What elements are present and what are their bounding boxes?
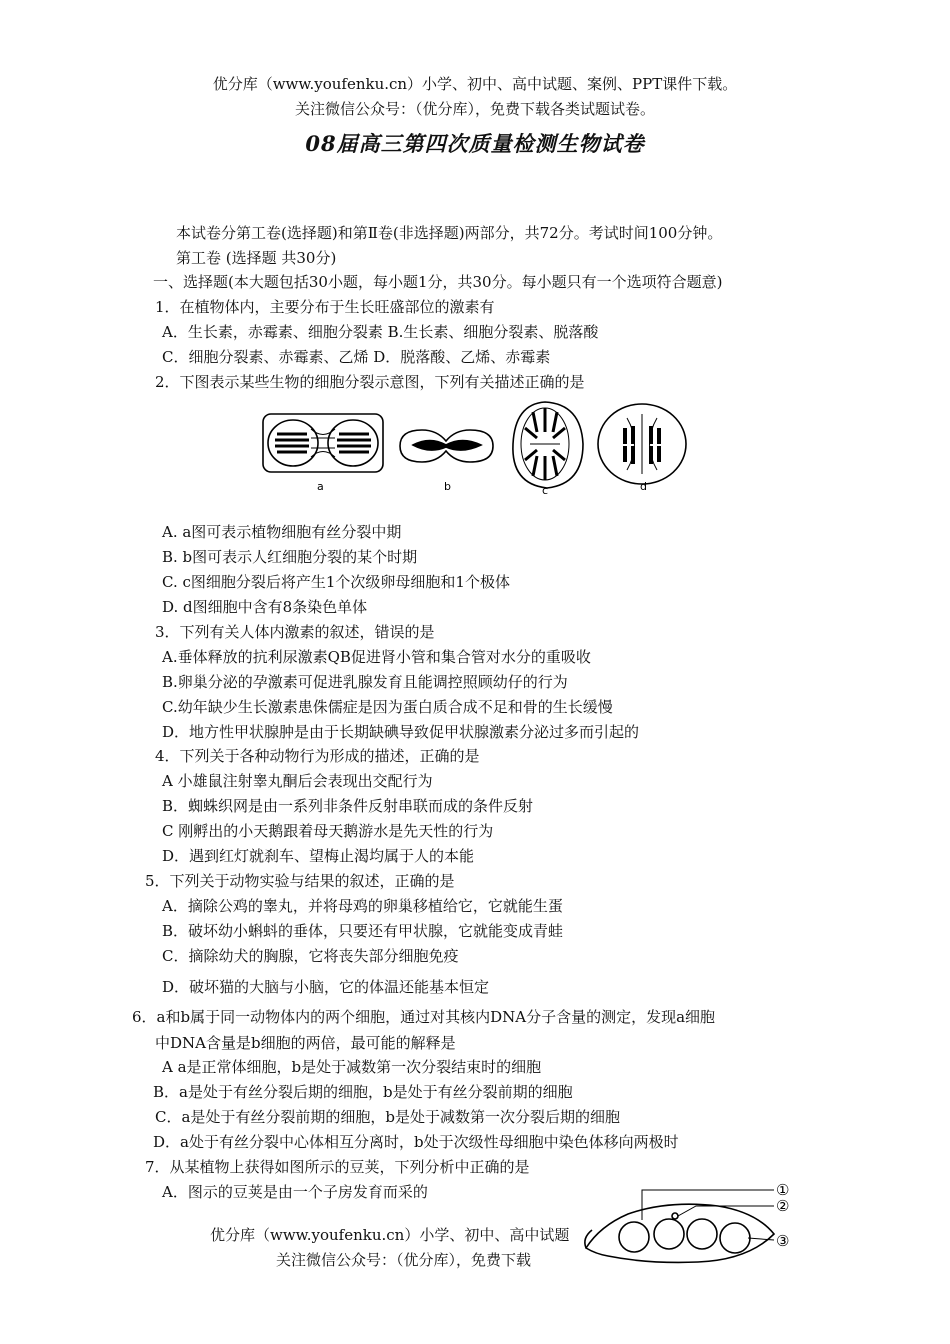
section-heading: 一、选择题(本大题包括30小题，每小题1分，共30分。每小题只有一个选项符合题意) (153, 273, 723, 291)
q6-option-c: C．a是处于有丝分裂前期的细胞，b是处于减数第一次分裂后期的细胞 (155, 1108, 621, 1126)
q6-stem-line-2: 中DNA含量是b细胞的两倍，最可能的解释是 (155, 1034, 456, 1052)
fig-label-b: b (444, 480, 451, 493)
q1-options-ab: A．生长素，赤霉素、细胞分裂素 B.生长素、细胞分裂素、脱落酸 (162, 323, 599, 341)
q5-option-a: A．摘除公鸡的睾丸，并将母鸡的卵巢移植给它，它就能生蛋 (162, 897, 563, 915)
q6-option-d: D．a处于有丝分裂中心体相互分离时，b处于次级性母细胞中染色体移向两极时 (153, 1133, 679, 1151)
cell-a-figure (263, 414, 383, 472)
q3-option-d: D．地方性甲状腺肿是由于长期缺碘导致促甲状腺激素分泌过多而引起的 (162, 723, 640, 741)
q3-option-b: B.卵巢分泌的孕激素可促进乳腺发育且能调控照顾幼仔的行为 (162, 673, 568, 691)
q4-option-c: C 刚孵出的小天鹅跟着母天鹅游水是先天性的行为 (162, 822, 494, 840)
q6-stem-line-1: 6．a和b属于同一动物体内的两个细胞，通过对其核内DNA分子含量的测定，发现a细胞 (132, 1008, 716, 1026)
footer-line-1: 优分库（www.youfenku.cn）小学、初中、高中试题 (210, 1226, 570, 1244)
q4-option-a: A 小雄鼠注射睾丸酮后会表现出交配行为 (162, 772, 433, 790)
q5-option-b: B．破坏幼小蝌蚪的垂体，只要还有甲状腺，它就能变成青蛙 (162, 922, 564, 940)
q3-option-c: C.幼年缺少生长激素患侏儒症是因为蛋白质合成不足和骨的生长缓慢 (162, 698, 613, 716)
part-one-heading: 第工卷 (选择题 共30分) (176, 249, 337, 267)
q3-stem: 3．下列有关人体内激素的叙述，错误的是 (155, 623, 435, 641)
q5-stem: 5．下列关于动物实验与结果的叙述，正确的是 (145, 872, 455, 890)
pod-label-3: ③ (776, 1232, 790, 1250)
q2-option-a: A. a图可表示植物细胞有丝分裂中期 (162, 523, 402, 541)
q7-stem: 7．从某植物上获得如图所示的豆荚，下列分析中正确的是 (145, 1158, 530, 1176)
q2-option-d: D. d图细胞中含有8条染色单体 (162, 598, 368, 616)
pea-pod-figure (578, 1176, 818, 1272)
q7-option-a: A．图示的豆荚是由一个子房发育而采的 (162, 1183, 428, 1201)
cell-d-figure (598, 404, 686, 484)
q1-stem: 1．在植物体内，主要分布于生长旺盛部位的激素有 (155, 298, 495, 316)
fig-label-d: d (640, 480, 647, 493)
cell-division-figure (255, 398, 700, 498)
intro-line: 本试卷分第工卷(选择题)和第Ⅱ卷(非选择题)两部分，共72分。考试时间100分钟。 (176, 224, 723, 242)
footer-line-2: 关注微信公众号：（优分库），免费下载 (276, 1251, 532, 1269)
header-line-2: 关注微信公众号：（优分库），免费下载各类试题试卷。 (294, 100, 655, 118)
pod-label-2: ② (776, 1197, 790, 1215)
q3-option-a: A.垂体释放的抗利尿激素QB促进肾小管和集合管对水分的重吸收 (162, 648, 591, 666)
q6-option-b: B．a是处于有丝分裂后期的细胞，b是处于有丝分裂前期的细胞 (153, 1083, 573, 1101)
cell-b-figure (400, 430, 493, 462)
q2-option-c: C. c图细胞分裂后将产生1个次级卵母细胞和1个极体 (162, 573, 510, 591)
pea-pod-drawing (585, 1190, 774, 1262)
q2-stem: 2．下图表示某些生物的细胞分裂示意图，下列有关描述正确的是 (155, 373, 585, 391)
q2-option-b: B. b图可表示人红细胞分裂的某个时期 (162, 548, 418, 566)
q6-option-a: A a是正常体细胞，b是处于减数第一次分裂结束时的细胞 (162, 1058, 542, 1076)
q4-option-b: B．蜘蛛织网是由一系列非条件反射串联而成的条件反射 (162, 797, 534, 815)
page-title: 08届高三第四次质量检测生物试卷 (305, 131, 645, 156)
fig-label-a: a (317, 480, 324, 493)
q4-stem: 4．下列关于各种动物行为形成的描述，正确的是 (155, 747, 480, 765)
q1-options-cd: C．细胞分裂素、赤霉素、乙烯 D．脱落酸、乙烯、赤霉素 (162, 348, 551, 366)
q5-option-c: C．摘除幼犬的胸腺，它将丧失部分细胞免疫 (162, 947, 459, 965)
cell-c-figure (513, 402, 583, 488)
header-line-1: 优分库（www.youfenku.cn）小学、初中、高中试题、案例、PPT课件下载。 (212, 75, 738, 93)
q5-option-d: D．破坏猫的大脑与小脑，它的体温还能基本恒定 (162, 978, 490, 996)
q4-option-d: D．遇到红灯就刹车、望梅止渴均属于人的本能 (162, 847, 475, 865)
fig-label-c: c (542, 484, 549, 497)
pod-label-1: ① (776, 1181, 790, 1199)
